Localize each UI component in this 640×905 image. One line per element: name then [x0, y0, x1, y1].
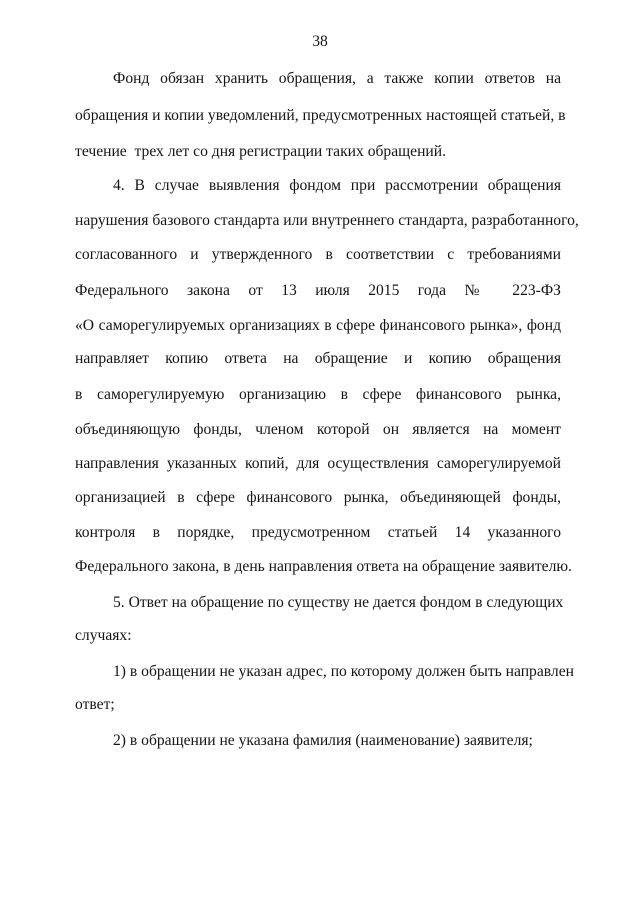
text-line: Федерального закона от 13 июля 2015 года № 223-ФЗ	[75, 282, 561, 299]
text-line: 1) в обращении не указан адрес, по которому должен быть направлен	[113, 663, 574, 680]
text-line: течение трех лет со дня регистрации таких обращений.	[75, 143, 447, 160]
text-line: «О саморегулируемых организациях в сфере финансового рынка», фонд	[75, 317, 561, 334]
text-line: организацией в сфере финансового рынка, объединяющей фонды,	[75, 489, 561, 506]
text-line: Федерального закона, в день направления ответа на обращение заявителю.	[75, 558, 572, 575]
text-line: контроля в порядке, предусмотренном статьей 14 указанного	[75, 524, 561, 541]
text-line: случаях:	[75, 627, 132, 644]
text-line: 4. В случае выявления фондом при рассмотрении обращения	[113, 177, 561, 194]
text-line: обращения и копии уведомлений, предусмотренных настоящей статьей, в	[75, 107, 566, 124]
text-line: согласованного и утвержденного в соответствии с требованиями	[75, 246, 561, 263]
text-line: направляет копию ответа на обращение и копию обращения	[75, 350, 561, 367]
text-line: ответ;	[75, 696, 115, 713]
text-line: нарушения базового стандарта или внутреннего стандарта, разработанного,	[75, 212, 579, 229]
text-line: Фонд обязан хранить обращения, а также копии ответов на	[113, 70, 561, 87]
text-line: объединяющую фонды, членом которой он является на момент	[75, 421, 561, 438]
text-line: направления указанных копий, для осуществления саморегулируемой	[75, 455, 561, 472]
page-number: 38	[312, 33, 328, 50]
text-line: 2) в обращении не указана фамилия (наименование) заявителя;	[113, 732, 533, 749]
text-line: 5. Ответ на обращение по существу не дается фондом в следующих	[113, 594, 564, 611]
text-line: в саморегулируемую организацию в сфере финансового рынка,	[75, 386, 561, 403]
